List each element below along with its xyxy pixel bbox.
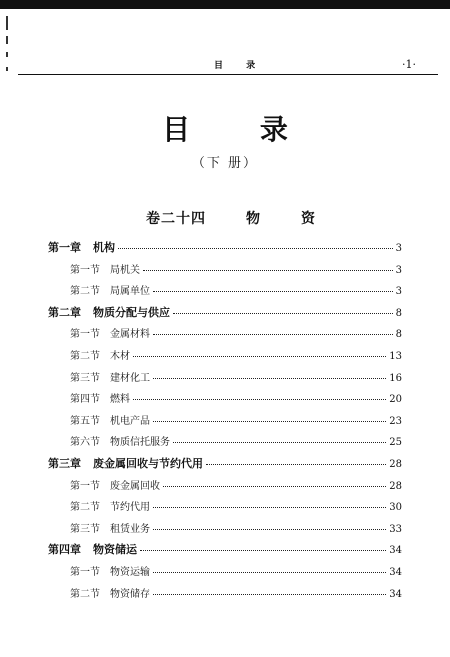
toc-dot-leader [153,291,393,292]
toc-entry-title: 木材 [110,351,130,362]
toc-entry-page: 34 [389,588,402,600]
toc-dot-leader [206,464,386,465]
toc-entry-number: 第五节 [70,415,100,427]
toc-dot-leader [143,270,393,271]
toc-section-row [70,282,402,300]
toc-section-row [70,520,402,538]
volume-label: 卷二十四 [146,211,206,227]
toc-entry-title: 废金属回收与节约代用 [93,457,203,470]
toc-entry-title: 建材化工 [110,372,150,384]
toc-section-row [70,498,402,516]
toc-entry-number: 第三节 [70,372,100,384]
toc-entry-title: 物质信托服务 [110,437,170,449]
toc-dot-leader [153,572,386,573]
toc-entry-title: 机电产品 [110,415,150,427]
top-border [0,0,450,9]
page-number: ·1· [402,58,416,71]
toc-dot-leader [140,550,386,551]
toc-section-row [70,563,402,581]
toc-entry-page: 34 [389,545,402,557]
toc-entry-number: 第一章 [48,241,81,254]
page-subtitle: （下 册） [191,156,259,171]
toc-entry-number: 第二节 [70,502,100,514]
toc-dot-leader [153,378,386,379]
toc-entry-title: 物资储运 [93,543,137,557]
toc-section-row [70,477,402,495]
toc-entry-title: 租赁业务 [110,523,150,535]
toc-dot-leader [153,421,386,422]
toc-section-row [70,261,402,279]
toc-entry-title: 燃料 [110,394,130,406]
toc-entry-page: 30 [389,502,402,514]
toc-section-row [70,325,402,343]
toc-dot-leader [118,248,393,249]
toc-entry-title: 金属材料 [110,329,150,341]
toc-entry-page: 34 [389,567,402,578]
toc-entry-page: 3 [395,264,402,276]
toc-entry-number: 第四节 [70,394,100,406]
toc-entry-number: 第四章 [48,543,81,557]
toc-entry-page: 3 [395,243,402,254]
toc-entry-number: 第二节 [70,286,100,298]
toc-entry-title: 物质分配与供应 [93,305,170,319]
toc-entry-page: 20 [389,394,402,406]
toc-dot-leader [153,529,386,530]
toc-entry-page: 8 [395,329,402,341]
toc-section-row [70,412,402,430]
toc-entry-number: 第三节 [70,523,100,535]
volume-heading [146,208,316,228]
toc-entry-title: 节约代用 [110,502,150,514]
toc-chapter-row [48,455,402,473]
volume-subject-1: 物 [246,211,261,227]
toc-entry-number: 第六节 [70,437,100,449]
toc-entry-page: 28 [389,480,402,492]
toc-section-row [70,390,402,408]
toc-entry-page: 33 [389,523,402,535]
toc-dot-leader [133,399,386,400]
toc-entry-title: 机构 [93,241,115,254]
toc-entry-page: 28 [389,459,402,470]
toc-dot-leader [133,356,386,357]
toc-entry-number: 第一节 [70,567,100,578]
toc-entry-number: 第一节 [70,480,100,492]
toc-entry-page: 23 [389,415,402,427]
toc-section-row [70,433,402,451]
toc-dot-leader [153,334,393,335]
toc-entry-number: 第二章 [48,305,81,319]
toc-section-row [70,585,402,603]
toc-dot-leader [163,486,386,487]
toc-dot-leader [173,442,386,443]
toc-entry-title: 局属单位 [110,286,150,298]
toc-entry-number: 第一节 [70,329,100,341]
toc-dot-leader [173,313,393,314]
toc-entry-number: 第三章 [48,457,81,470]
toc-entry-number: 第一节 [70,264,100,276]
toc-section-row [70,347,402,365]
toc-chapter-row [48,239,402,257]
toc-entry-page: 13 [389,351,402,362]
toc-dot-leader [153,594,386,595]
toc-section-row [70,369,402,387]
running-head-title: 目 录 [214,61,266,71]
binding-marks [6,12,9,82]
toc-entry-page: 16 [389,372,402,384]
page-title: 目 录 [162,113,318,146]
toc-entry-title: 废金属回收 [110,480,160,492]
toc-entry-title: 物资运输 [110,567,150,578]
running-head [18,58,438,75]
toc-entry-title: 局机关 [110,264,140,276]
toc-entry-page: 8 [395,307,402,319]
toc-chapter-row [48,541,402,559]
toc-entry-title: 物资储存 [110,588,150,600]
toc-entry-number: 第二节 [70,588,100,600]
toc-entry-number: 第二节 [70,351,100,362]
volume-subject-2: 资 [301,211,316,227]
toc-entry-page: 3 [395,286,402,298]
toc-chapter-row [48,304,402,322]
toc-dot-leader [153,507,386,508]
toc-entry-page: 25 [389,437,402,449]
